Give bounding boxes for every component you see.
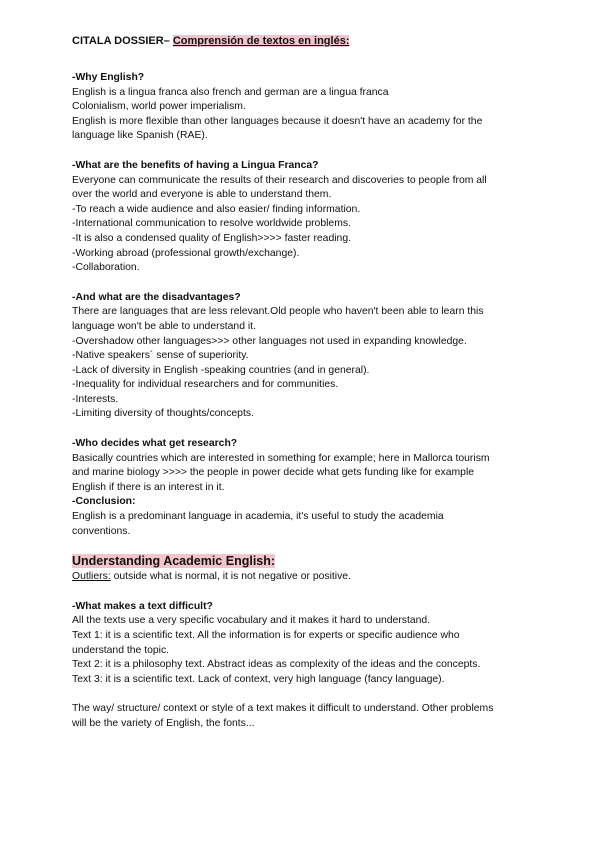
text-line: English is a predominant language in academia, it's useful to study the academia [72,511,444,523]
text-line: English is more flexible than other languages because it doesn't have an academy for the [72,115,483,127]
text-line: -Collaboration. [72,262,140,274]
outliers-definition: outside what is normal, it is not negative or positive. [110,571,351,583]
text-line: Text 3: it is a scientific text. Lack of context, very high language (fancy language). [72,673,445,685]
text-line: and marine biology >>>> the people in power decide what gets funding like for example [72,467,475,479]
title-highlight: Comprensión de textos en inglés: [172,35,350,47]
section-academic-english [72,553,542,585]
section-question: -What makes a text difficult? [72,600,213,612]
section-disadvantages [72,291,542,422]
text-line: will be the variety of English, the fonts... [72,717,255,729]
outliers-term: Outliers: [72,571,111,583]
text-line: Text 1: it is a scientific text. All the information is for experts or specific audience who [72,630,460,641]
section-who-decides [72,437,542,539]
academic-heading [72,553,542,570]
text-line: -Working abroad (professional growth/exchange). [72,247,300,259]
text-line: conventions. [72,525,131,537]
section-question: -Why English? [72,72,145,83]
text-line: There are languages that are less relevant.Old people who haven't been able to learn this [72,306,484,318]
text-line: The way/ structure/ context or style of a text makes it difficult to understand. Other problems [72,703,494,715]
text-line: -Inequality for individual researchers and for communities. [72,379,339,391]
text-line: English is a lingua franca also french and german are a lingua franca [72,86,389,98]
text-line: -Interests. [72,393,119,405]
text-line: -To reach a wide audience and also easier/ finding information. [72,203,361,215]
text-line: -Lack of diversity in English -speaking countries (and in general). [72,364,370,376]
academic-heading-text: Understanding Academic English: [72,554,276,569]
section-question: -Who decides what get research? [72,438,238,450]
text-line: -Native speakers´ sense of superiority. [72,350,249,362]
conclusion-heading: -Conclusion: [72,496,136,508]
text-line: language like Spanish (RAE). [72,130,208,142]
section-closing [72,702,542,731]
section-question: -And what are the disadvantages? [72,291,241,303]
outliers-line [72,570,542,585]
text-line: Everyone can communicate the results of their research and discoveries to people from all [72,174,487,186]
text-line: Colonialism, world power imperialism. [72,101,246,113]
text-line: Text 2: it is a philosophy text. Abstract ideas as complexity of the ideas and the concepts. [72,659,481,671]
section-question: -What are the benefits of having a Lingua Franca? [72,159,319,171]
text-line: Basically countries which are interested in something for example; here in Mallorca tourism [72,452,490,464]
text-line: English if there is an interest in it. [72,481,225,493]
document-title [72,34,542,49]
section-why-english [72,71,542,144]
text-line: -Limiting diversity of thoughts/concepts. [72,408,254,420]
section-text-difficult [72,600,542,688]
text-line: -International communication to resolve worldwide problems. [72,218,351,230]
document-page [72,34,542,732]
text-line: All the texts use a very specific vocabulary and it makes it hard to understand. [72,615,431,627]
text-line: -It is also a condensed quality of English>>>> faster reading. [72,232,351,244]
text-line: -Overshadow other languages>>> other languages not used in expanding knowledge. [72,335,467,347]
text-line: language won't be able to understand it. [72,320,256,332]
section-benefits [72,159,542,276]
text-line: understand the topic. [72,644,170,656]
title-prefix: CITALA DOSSIER– [72,35,173,47]
text-line: over the world and everyone is able to understand them. [72,189,332,201]
